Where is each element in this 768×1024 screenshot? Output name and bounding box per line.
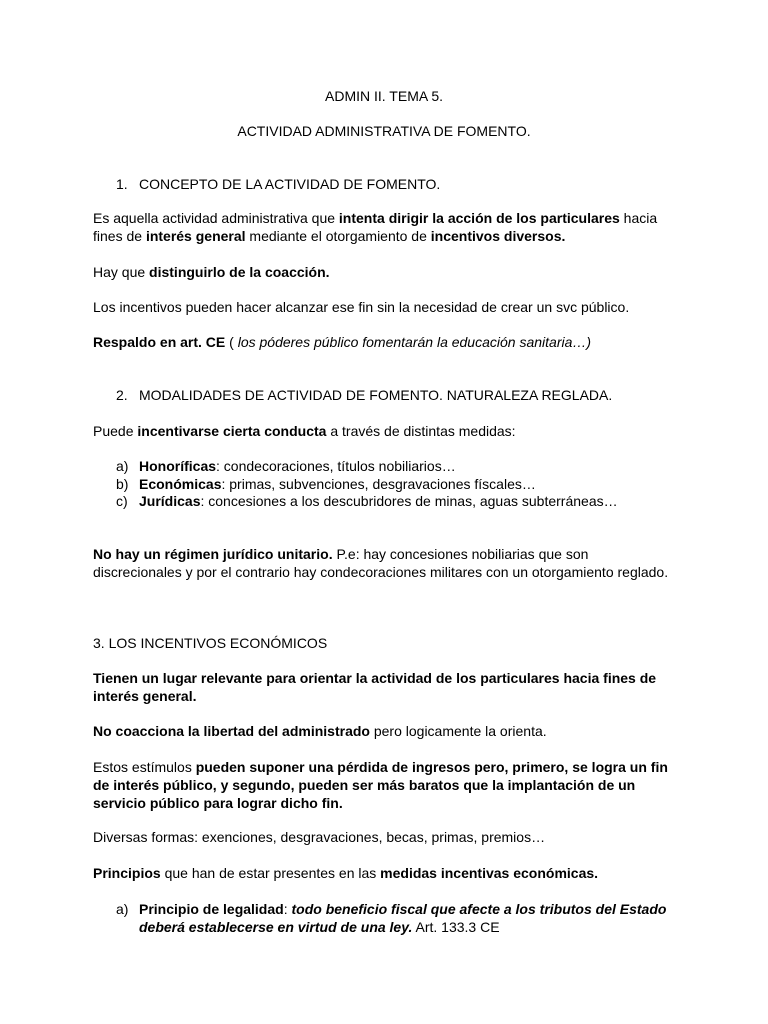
list-item-legalidad: Principio de legalidad: todo beneficio fiscal que afecte a los tributos del Estado deberá establecerse en virtud de una ley. Art. 133.3 CE — [139, 901, 667, 935]
list-item: Honoríficas: condecoraciones, títulos nobiliarios… — [139, 458, 456, 474]
section-2-number: 2. — [116, 387, 128, 403]
section-1-paragraph-incentivos: Los incentivos pueden hacer alcanzar ese fin sin la necesidad de crear un svc público. — [93, 299, 630, 315]
document-subtitle: ACTIVIDAD ADMINISTRATIVA DE FOMENTO. — [237, 123, 531, 139]
section-3-heading: 3. LOS INCENTIVOS ECONÓMICOS — [93, 635, 328, 651]
list-item-letter: c) — [116, 493, 128, 509]
section-1-paragraph-definition: Es aquella actividad administrativa que intenta dirigir la acción de los particulares hacia fines de interés general mediante el otorgamiento de incentivos diversos. — [93, 210, 658, 244]
list-item: Jurídicas: concesiones a los descubridores de minas, aguas subterráneas… — [139, 493, 618, 509]
section-3-paragraph-formas: Diversas formas: exenciones, desgravaciones, becas, primas, premios… — [93, 829, 546, 845]
section-1-paragraph-coaccion: Hay que distinguirlo de la coacción. — [93, 264, 330, 280]
section-1-heading: CONCEPTO DE LA ACTIVIDAD DE FOMENTO. — [139, 176, 441, 192]
section-3-paragraph-principios: Principios que han de estar presentes en las medidas incentivas económicas. — [93, 865, 599, 881]
document-title: ADMIN II. TEMA 5. — [325, 88, 443, 104]
list-item: Económicas: primas, subvenciones, desgravaciones físcales… — [139, 476, 536, 492]
section-2-paragraph-regimen: No hay un régimen jurídico unitario. P.e: hay concesiones nobiliarias que son discrecionales y por el contrario hay condecoraciones militares con un otorgamiento reglado. — [93, 546, 669, 580]
section-1-paragraph-respaldo: Respaldo en art. CE ( los póderes público fomentarán la educación sanitaria…) — [93, 334, 592, 350]
section-2-intro: Puede incentivarse cierta conducta a través de distintas medidas: — [93, 423, 516, 439]
section-3-paragraph-lugar: Tienen un lugar relevante para orientar la actividad de los particulares hacia fines de interés general. — [93, 670, 657, 704]
section-1-number: 1. — [116, 176, 128, 192]
section-3-paragraph-libertad: No coacciona la libertad del administrado pero logicamente la orienta. — [93, 723, 547, 739]
list-item-letter: a) — [116, 901, 129, 917]
section-3-paragraph-estimulos: Estos estímulos pueden suponer una pérdida de ingresos pero, primero, se logra un fin de interés público, y segundo, pueden ser más baratos que la implantación de un servicio público para lograr dicho fin. — [93, 759, 668, 811]
section-2-heading: MODALIDADES DE ACTIVIDAD DE FOMENTO. NATURALEZA REGLADA. — [139, 387, 613, 403]
list-item-letter: a) — [116, 458, 129, 474]
list-item-letter: b) — [116, 476, 129, 492]
